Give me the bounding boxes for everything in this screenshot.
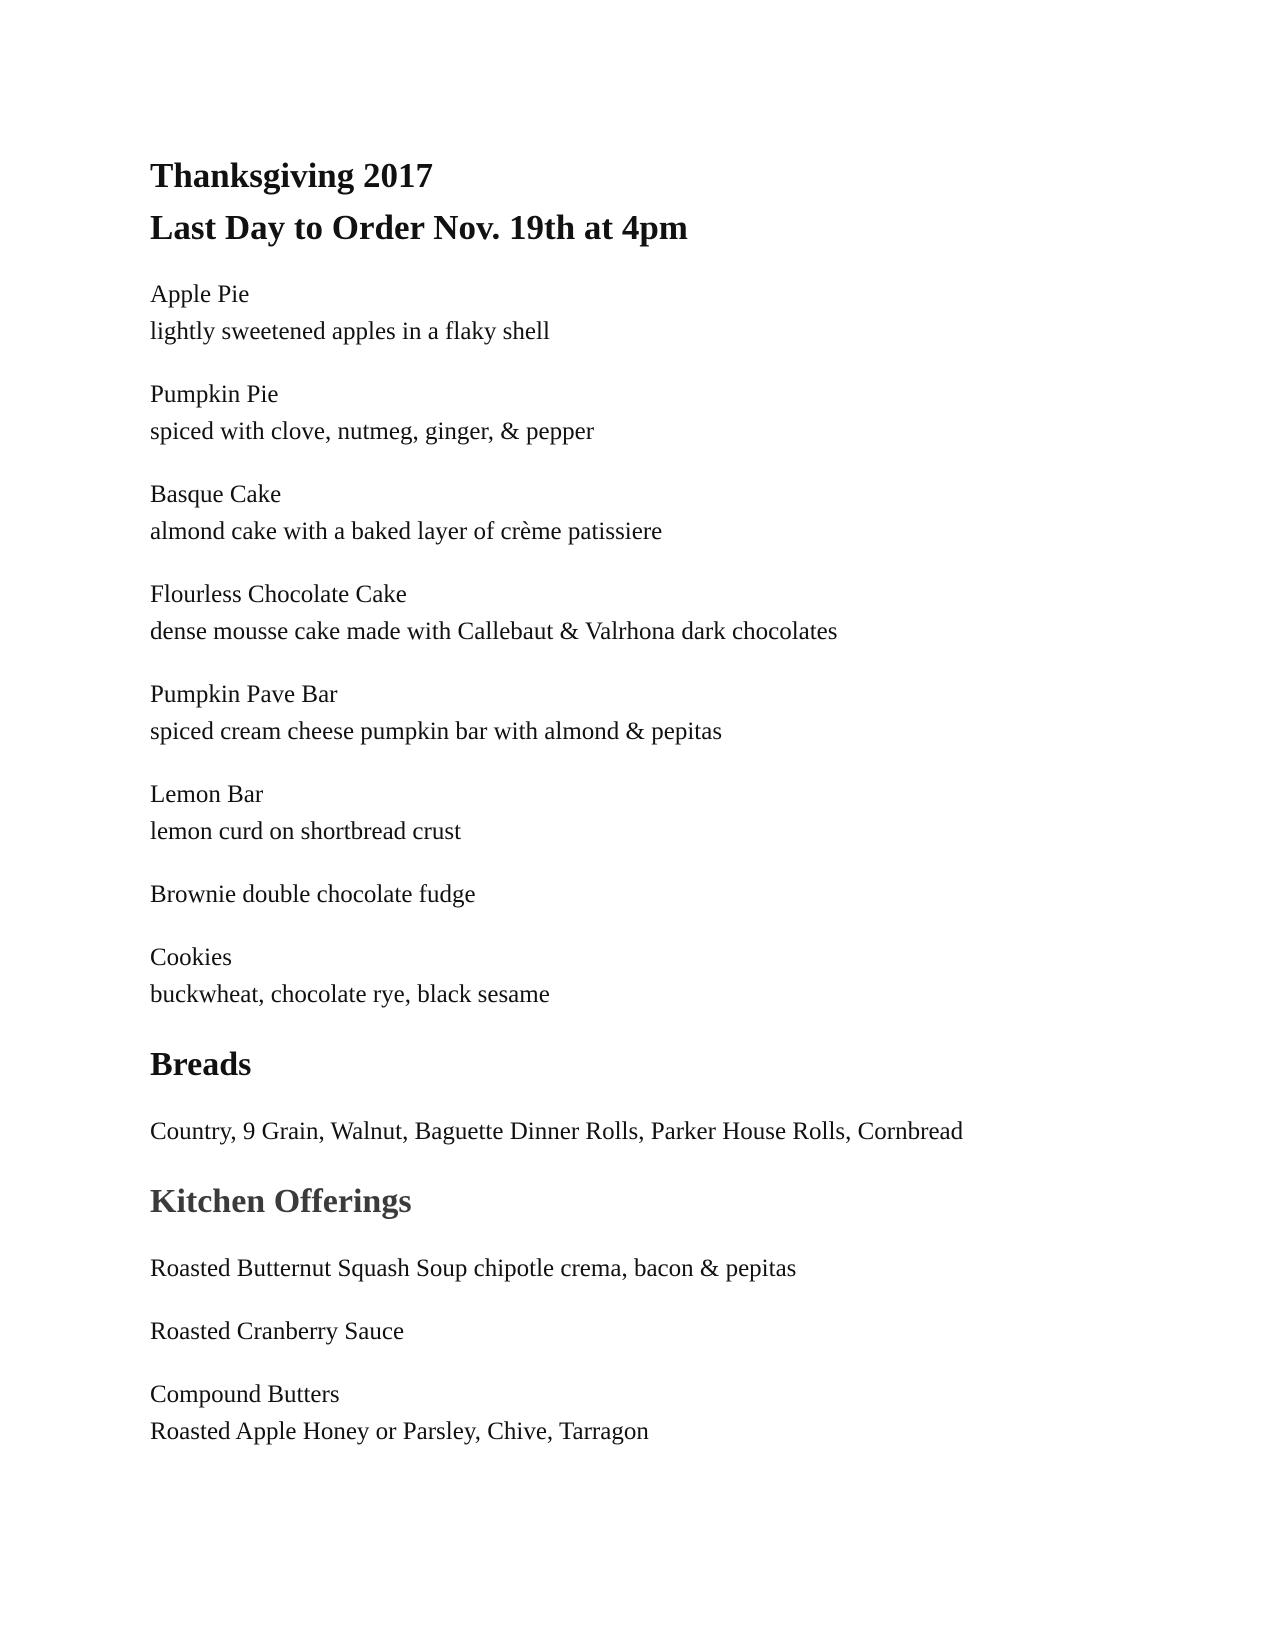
- menu-page: [150, 150, 1200, 1476]
- menu-item-cranberry-sauce: [150, 1313, 1200, 1350]
- item-description: lightly sweetened apples in a flaky shell: [150, 318, 550, 345]
- kitchen-list: [150, 1250, 1200, 1450]
- title-block: [150, 150, 1200, 254]
- menu-item-lemon-bar: [150, 776, 1200, 850]
- menu-item-apple-pie: [150, 276, 1200, 350]
- item-name: Pumpkin Pave Bar: [150, 681, 338, 708]
- item-name: Cookies: [150, 944, 232, 971]
- menu-item-flourless-chocolate-cake: [150, 576, 1200, 650]
- item-name: Lemon Bar: [150, 781, 264, 808]
- item-name: Brownie double chocolate fudge: [150, 881, 476, 908]
- breads-list: Country, 9 Grain, Walnut, Baguette Dinner Rolls, Parker House Rolls, Cornbread: [150, 1118, 964, 1145]
- item-name: Apple Pie: [150, 281, 250, 308]
- item-description: buckwheat, chocolate rye, black sesame: [150, 981, 550, 1008]
- desserts-list: [150, 276, 1200, 1013]
- menu-item-brownie: [150, 876, 1200, 913]
- item-description: dense mousse cake made with Callebaut & Valrhona dark chocolates: [150, 618, 838, 645]
- item-description: Roasted Apple Honey or Parsley, Chive, Tarragon: [150, 1418, 649, 1445]
- menu-item-compound-butters: [150, 1376, 1200, 1450]
- item-name: Roasted Butternut Squash Soup chipotle crema, bacon & pepitas: [150, 1255, 797, 1282]
- item-description: spiced cream cheese pumpkin bar with almond & pepitas: [150, 718, 723, 745]
- menu-item-basque-cake: [150, 476, 1200, 550]
- menu-item-pumpkin-pie: [150, 376, 1200, 450]
- menu-item-pumpkin-pave-bar: [150, 676, 1200, 750]
- order-deadline: Last Day to Order Nov. 19th at 4pm: [150, 208, 688, 247]
- item-name: Compound Butters: [150, 1381, 340, 1408]
- item-name: Flourless Chocolate Cake: [150, 581, 407, 608]
- breads-heading: Breads: [150, 1046, 252, 1083]
- menu-item-squash-soup: [150, 1250, 1200, 1287]
- menu-item-cookies: [150, 939, 1200, 1013]
- page-title: Thanksgiving 2017: [150, 156, 434, 195]
- item-name: Roasted Cranberry Sauce: [150, 1318, 405, 1345]
- item-name: Pumpkin Pie: [150, 381, 279, 408]
- item-name: Basque Cake: [150, 481, 282, 508]
- kitchen-offerings-heading: Kitchen Offerings: [150, 1183, 412, 1220]
- item-description: spiced with clove, nutmeg, ginger, & pepper: [150, 418, 595, 445]
- item-description: lemon curd on shortbread crust: [150, 818, 462, 845]
- item-description: almond cake with a baked layer of crème patissiere: [150, 518, 663, 545]
